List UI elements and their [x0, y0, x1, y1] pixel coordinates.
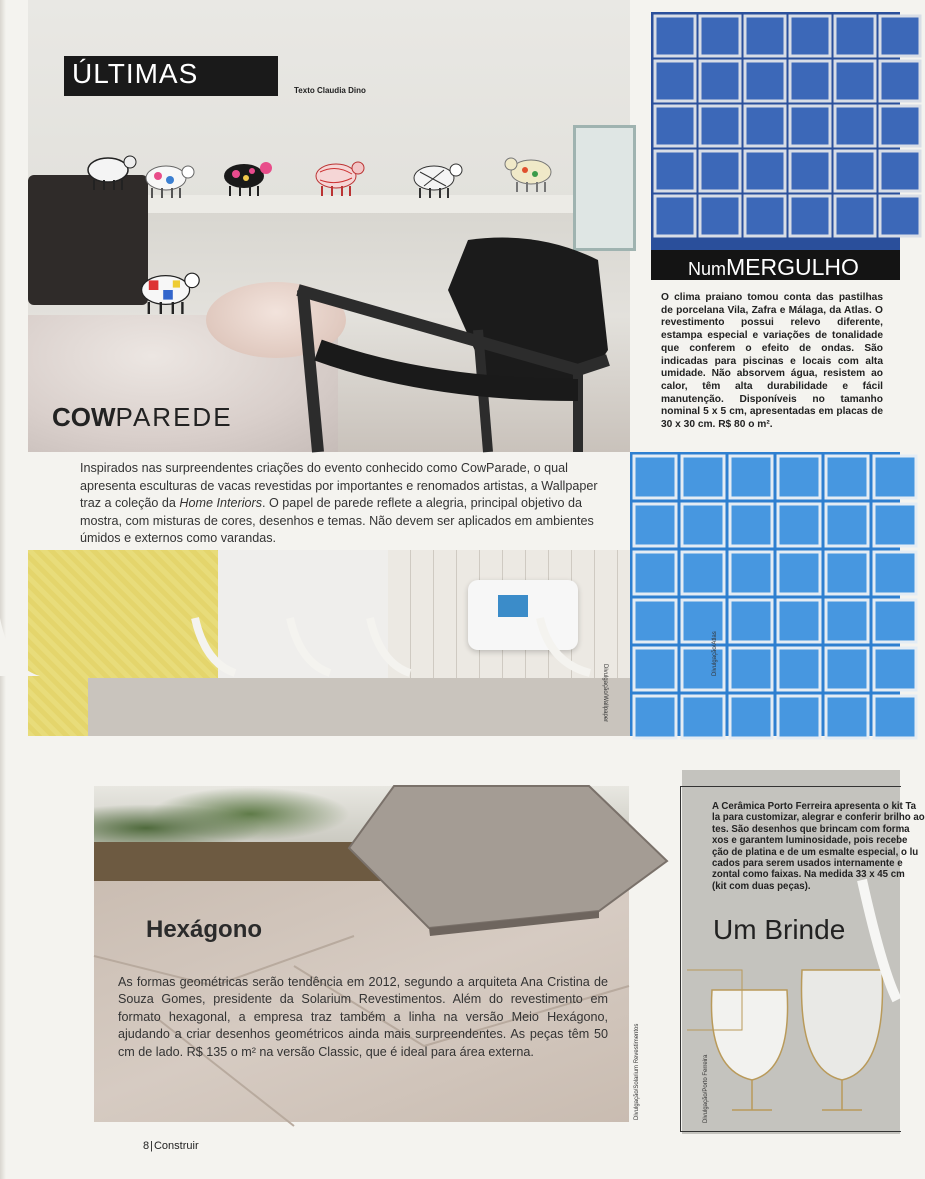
hexagon-tile-icon [94, 786, 629, 1122]
cowparede-body-italic: Home Interiors [179, 496, 263, 511]
page-edge [0, 0, 6, 1179]
brinde-line: tes. São desenhos que brincam com forma [712, 823, 910, 835]
hexagono-heading: Hexágono [146, 916, 263, 943]
solarium-photo-credit: Divulgação/Solarium Revestimentos [634, 1023, 640, 1120]
photo-leather-chair [278, 230, 623, 452]
hexagono-photo [94, 786, 629, 1122]
magazine-name: Construir [153, 1140, 199, 1152]
section-title: ÚLTIMAS [72, 58, 199, 89]
cowparede-heading [52, 402, 233, 433]
photo-sofa [28, 175, 148, 305]
page-footer [143, 1140, 199, 1152]
page-number: 8 [143, 1140, 150, 1152]
author-credit: Texto Claudia Dino [294, 86, 366, 95]
cow-figurine-icon [216, 156, 276, 196]
cow-figurine-icon [503, 152, 563, 192]
brinde-line: ção de platina e de um esmalte especial, o lu [712, 846, 919, 858]
cow-figurine-icon [406, 158, 466, 198]
brinde-line: xos e garantem luminosidade, pois recebe [712, 835, 908, 847]
brinde-line: la para customizar, alegrar e conferir brilho ao [712, 812, 925, 824]
wallpaper-peel-curls [0, 618, 630, 678]
brinde-body [712, 801, 925, 892]
cow-figurine-icon [80, 150, 140, 190]
cowparede-heading-bold: COW [52, 402, 116, 432]
brinde-line: zontal como faixas. Na medida 33 x 45 cm [712, 869, 905, 881]
brinde-line: A Cerâmica Porto Ferreira apresenta o kit Ta [712, 801, 917, 812]
cowparede-heading-rest: PAREDE [115, 402, 233, 432]
cowparede-body [80, 460, 600, 548]
cowparede-body-part2: . O papel de parede reflete a alegria, principal objetivo da mostra, com misturas de cores, desenhos e temas. Não devem ser aplicados em ambientes úmidos e externos como varandas. [80, 496, 594, 546]
mergulho-heading-small: Num [688, 259, 727, 279]
mergulho-body: O clima praiano tomou conta das pastilhas de porcelana Vila, Zafra e Málaga, da Atlas. O revestimento possui relevo diferente, estampa especial e variações de tonalidade que conferem o efeito de ondas. São indicadas para piscinas e locais com alta umidade. Não absorvem água, resistem ao calor, têm alta durabilidade e fácil manutenção. Disponíveis no tamanho nominal 5 x 5 cm, apresentadas em placas de 30 x 30 cm. R$ 80 o m². [661, 292, 883, 431]
footer-separator: | [150, 1140, 153, 1152]
mergulho-heading [688, 254, 859, 281]
atlas-photo-credit: Divulgação/Atlas [712, 631, 718, 676]
brinde-heading: Um Brinde [713, 914, 846, 945]
cowparede-body-part1: Inspirados nas surpreendentes criações do evento conhecido como CowParade, o qual apresenta esculturas de vacas revestidas por importantes e renomados artistas, a Wallpaper traz a coleção da [80, 461, 598, 511]
cow-figurine-icon [138, 158, 198, 198]
brinde-line: cados para serem usados internamente e [712, 858, 903, 870]
cow-figurine-icon [308, 156, 368, 196]
brinde-line: (kit com duas peças). [712, 880, 811, 892]
atlas-tiles-photo-top [651, 12, 900, 250]
mergulho-heading-big: MERGULHO [726, 254, 859, 280]
porto-ferreira-photo-credit: Divulgação/Porto Ferreira [703, 1054, 709, 1123]
wallpaper-monitor [498, 595, 528, 617]
cow-wall-decal-icon [132, 266, 204, 314]
hexagono-body: As formas geométricas serão tendência em 2012, segundo a arquiteta Ana Cristina de Souza Gomes, presidente da Solarium Revestimentos. Além do revestimento em formato hexagonal, a empresa traz também a linha na versão Meio Hexágono, ajudando a criar desenhos geométricos ainda mais surpreendentes. As peças têm 50 cm de lado. R$ 135 o m² na versão Classic, que é ideal para área externa. [118, 975, 608, 1059]
atlas-tiles-photo-bottom [630, 452, 900, 736]
wallpaper-photo-credit: Divulgação/Wallpaper [602, 664, 608, 723]
wallpaper-floor [88, 678, 630, 736]
